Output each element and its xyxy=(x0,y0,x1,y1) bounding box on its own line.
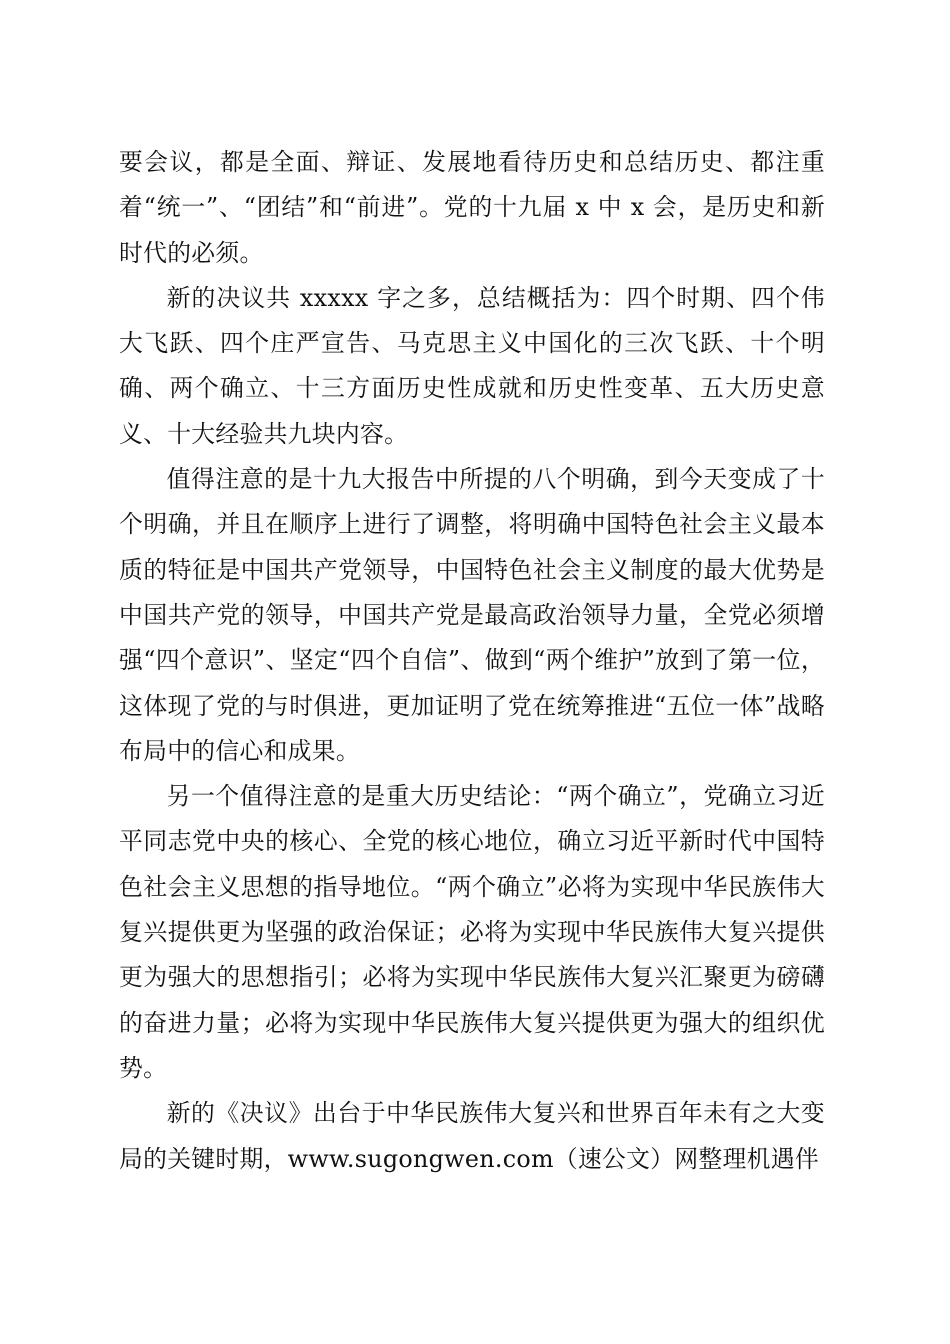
paragraph-new-resolution: 新的《决议》出台于中华民族伟大复兴和世界百年未有之大变局的关键时期，www.sugongwen.com（速公文）网整理机遇伴 xyxy=(119,1099,825,1173)
paragraph-continued: 要会议，都是全面、辩证、发展地看待历史和总结历史、都注重着“统一”、“团结”和“前进”。党的十九届 x 中 x 会，是历史和新时代的必须。 xyxy=(119,148,825,267)
document-body xyxy=(119,140,825,1182)
paragraph-resolution-summary: 新的决议共 xxxxx 字之多，总结概括为：四个时期、四个伟大飞跃、四个庄严宣告、马克思主义中国化的三次飞跃、十个明确、两个确立、十三方面历史性成就和历史性变革、五大历史意义、十大经验共九块内容。 xyxy=(119,283,825,448)
paragraph-ten-clarifications: 值得注意的是十九大报告中所提的八个明确，到今天变成了十个明确，并且在顺序上进行了调整，将明确中国特色社会主义最本质的特征是中国共产党领导，中国特色社会主义制度的最大优势是中国共产党的领导，中国共产党是最高政治领导力量，全党必须增强“四个意识”、坚定“四个自信”、做到“两个维护”放到了第一位，这体现了党的与时俱进，更加证明了党在统筹推进“五位一体”战略布局中的信心和成果。 xyxy=(119,465,825,765)
paragraph-two-establishments: 另一个值得注意的是重大历史结论：“两个确立”，党确立习近平同志党中央的核心、全党的核心地位，确立习近平新时代中国特色社会主义思想的指导地位。“两个确立”必将为实现中华民族伟大复兴提供更为坚强的政治保证；必将为实现中华民族伟大复兴提供更为强大的思想指引；必将为实现中华民族伟大复兴汇聚更为磅礴的奋进力量；必将为实现中华民族伟大复兴提供更为强大的组织优势。 xyxy=(119,782,825,1082)
